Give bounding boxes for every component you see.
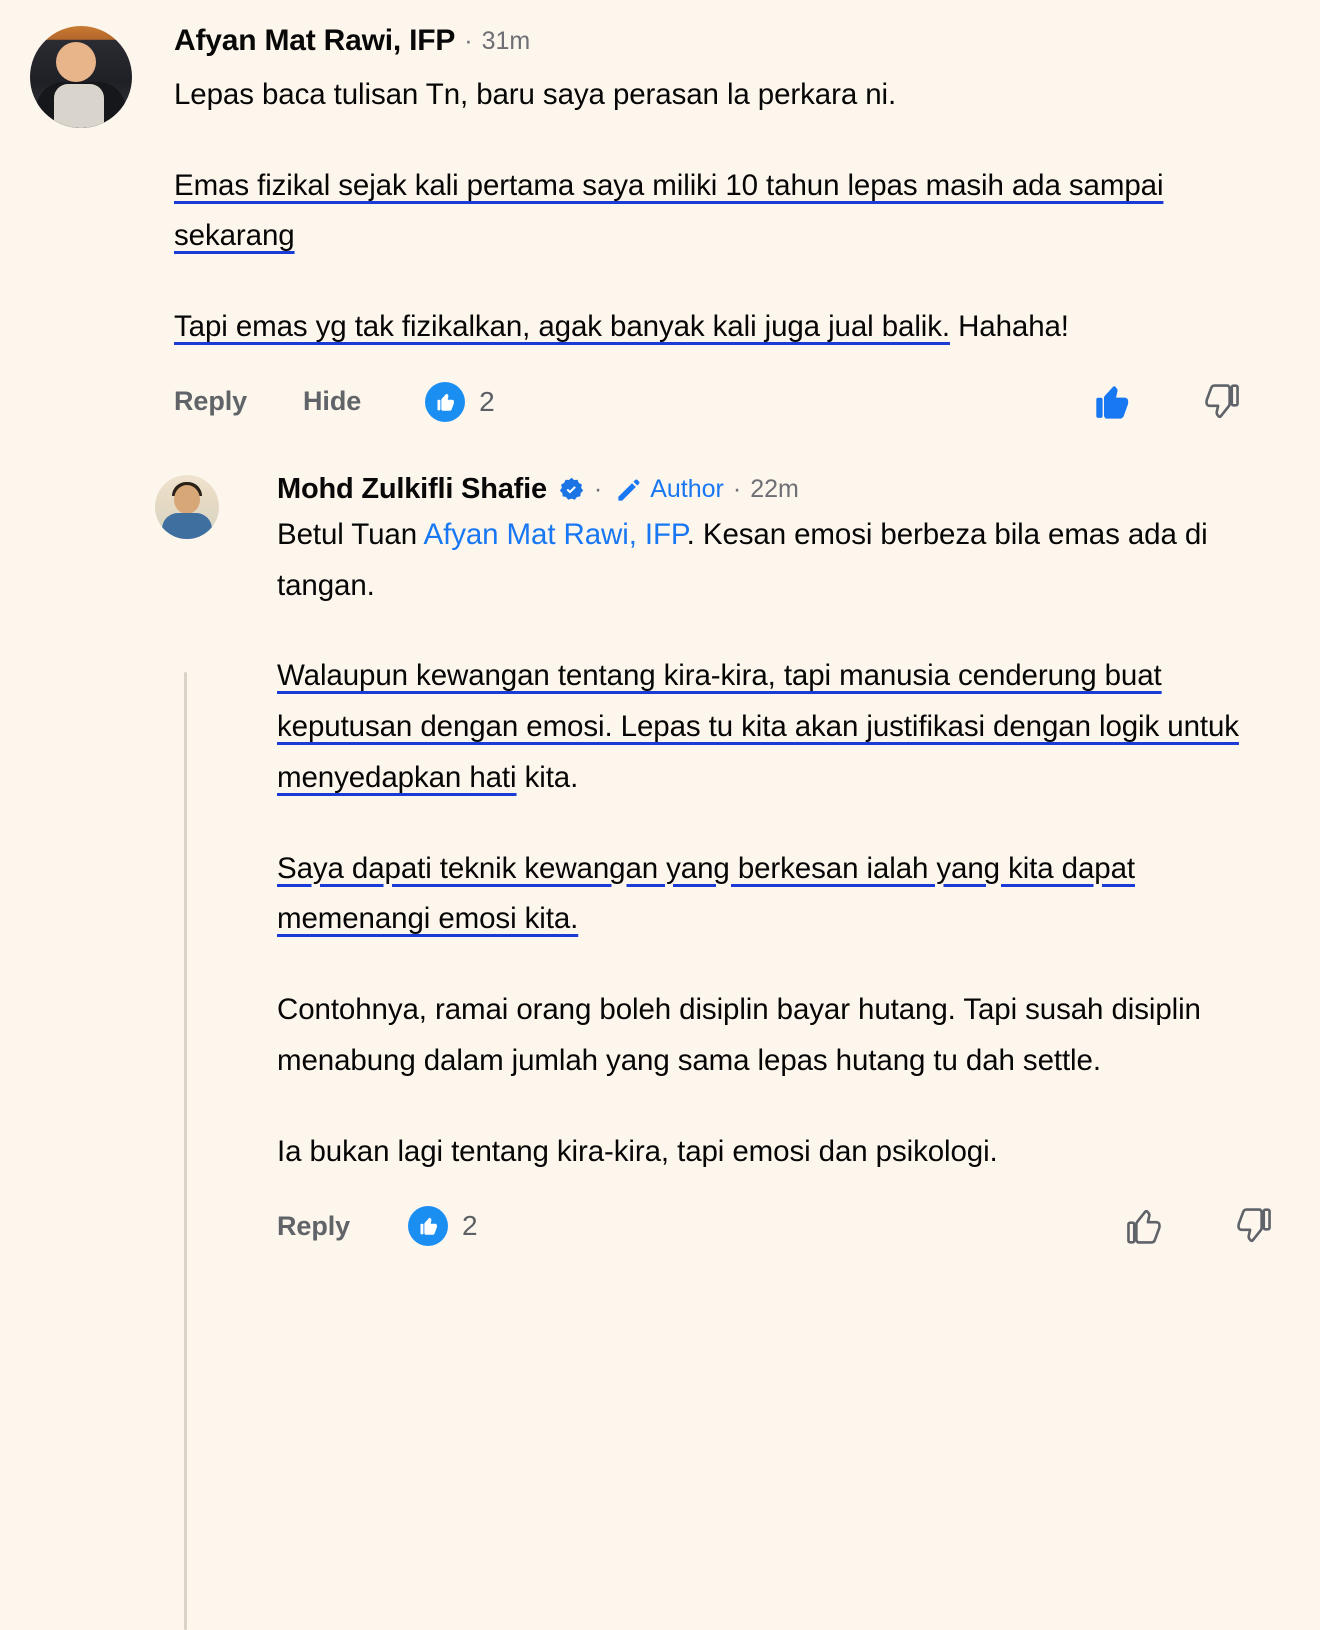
like-count: 2	[479, 385, 495, 417]
paragraph	[277, 844, 1282, 945]
comment-root	[0, 26, 1320, 429]
paragraph	[174, 161, 1250, 262]
reply-button[interactable]: Reply	[174, 386, 248, 417]
comment-text	[174, 70, 1250, 353]
hide-button[interactable]: Hide	[303, 386, 362, 417]
like-summary[interactable]	[408, 1206, 478, 1246]
paragraph	[277, 985, 1282, 1086]
avatar-shirt	[54, 84, 104, 128]
comment-reply	[0, 472, 1320, 1253]
text-run: kita.	[516, 760, 579, 794]
avatar-afyan-wrap[interactable]	[30, 26, 132, 128]
paragraph	[277, 651, 1282, 803]
pencil-icon	[615, 477, 642, 504]
comment-actions	[174, 375, 1250, 429]
text-run: . Kesan emosi berbeza bila emas ada di tangan.	[277, 517, 1208, 602]
paragraph	[277, 510, 1282, 611]
reply-button[interactable]: Reply	[277, 1210, 351, 1241]
author-name[interactable]: Afyan Mat Rawi, IFP	[174, 24, 456, 57]
avatar-face	[174, 485, 200, 514]
comment-text	[277, 510, 1282, 1177]
comment-header	[277, 472, 1282, 505]
like-summary[interactable]	[425, 382, 495, 422]
author-badge-label: Author	[650, 474, 724, 503]
verified-badge-icon	[558, 476, 585, 503]
thumbs-down-icon[interactable]	[1196, 375, 1250, 429]
thumbs-up-filled-icon	[408, 1206, 448, 1246]
separator-dot: ·	[732, 474, 742, 503]
paragraph	[174, 302, 1250, 353]
comment-header	[174, 26, 1250, 56]
paragraph	[277, 1127, 1282, 1178]
thread-connector-line	[184, 672, 187, 1630]
author-badge[interactable]	[615, 476, 724, 503]
thumbs-up-icon[interactable]	[1084, 375, 1138, 429]
comment-body	[132, 26, 1320, 429]
thumbs-up-icon[interactable]	[1116, 1199, 1170, 1253]
text-run-underlined: Walaupun kewangan tentang kira-kira, tapi manusia cenderung buat keputusan dengan emosi. Lepas tu kita akan justifikasi dengan logik untuk menyedapkan hati	[277, 659, 1239, 794]
timestamp[interactable]: 22m	[750, 474, 799, 503]
thumbs-up-filled-icon	[425, 382, 465, 422]
like-count: 2	[462, 1210, 478, 1242]
avatar-zulkifli-wrap[interactable]	[155, 475, 219, 539]
avatar-face	[56, 42, 96, 82]
text-run: Hahaha!	[949, 310, 1069, 344]
avatar[interactable]	[155, 475, 219, 539]
comment-body	[219, 472, 1320, 1253]
mention-link[interactable]: Afyan Mat Rawi, IFP	[423, 517, 687, 551]
avatar[interactable]	[30, 26, 132, 128]
separator-dot: ·	[464, 26, 473, 55]
text-run-underlined: Tapi emas yg tak fizikalkan, agak banyak kali juga jual balik.	[174, 310, 950, 344]
vote-controls	[1116, 1199, 1282, 1253]
comment-actions	[277, 1199, 1282, 1253]
vote-controls	[1084, 375, 1250, 429]
text-run: Lepas baca tulisan Tn, baru saya perasan la perkara ni.	[174, 78, 897, 111]
avatar-body	[162, 513, 212, 539]
timestamp[interactable]: 31m	[481, 26, 531, 55]
separator-dot: ·	[593, 474, 603, 503]
text-run: Ia bukan lagi tentang kira-kira, tapi emosi dan psikologi.	[277, 1134, 998, 1168]
text-run-underlined: Saya dapati teknik kewangan yang berkesan ialah yang kita dapat memenangi emosi kita.	[277, 851, 1135, 936]
thumbs-down-icon[interactable]	[1228, 1199, 1282, 1253]
text-run: Betul Tuan	[277, 517, 424, 551]
paragraph	[174, 70, 1250, 121]
text-run-underlined: Emas fizikal sejak kali pertama saya miliki 10 tahun lepas masih ada sampai sekarang	[174, 168, 1164, 253]
author-name[interactable]: Mohd Zulkifli Shafie	[277, 472, 547, 505]
text-run: Contohnya, ramai orang boleh disiplin bayar hutang. Tapi susah disiplin menabung dalam jumlah yang sama lepas hutang tu dah settle.	[277, 993, 1201, 1077]
